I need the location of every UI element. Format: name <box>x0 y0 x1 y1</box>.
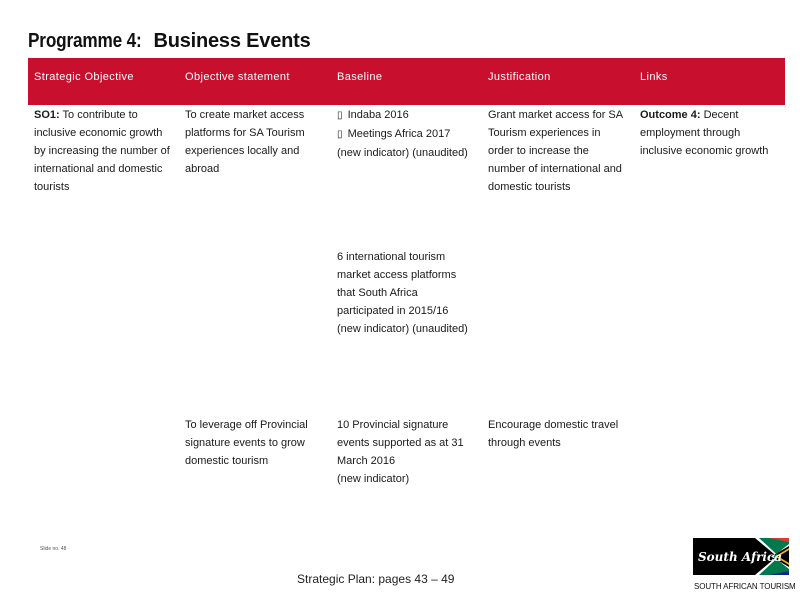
header-baseline: Baseline <box>331 58 482 105</box>
cell-objective-statement: To create market access platforms for SA Tourism experiences locally and abroad <box>185 109 305 175</box>
cell-links <box>634 416 785 526</box>
baseline-note: (new indicator) (unaudited) <box>337 147 468 159</box>
square-bullet-icon: ▯ <box>337 129 343 140</box>
page-title-name: Business Events <box>153 30 311 52</box>
objective-code: SO1: <box>34 109 60 121</box>
baseline-note: (new indicator) (unaudited) <box>337 323 468 335</box>
logo-wordmark: South Africa <box>698 550 783 564</box>
footer-reference: Strategic Plan: pages 43 – 49 <box>297 572 455 586</box>
baseline-bullet-text: Indaba 2016 <box>347 109 409 121</box>
table-row <box>28 248 785 416</box>
table-row <box>28 416 785 526</box>
cell-objective-statement <box>179 248 331 416</box>
square-bullet-icon: ▯ <box>337 110 343 121</box>
cell-justification <box>482 248 634 416</box>
cell-baseline <box>331 248 482 416</box>
page-title <box>28 30 311 53</box>
cell-justification: Grant market access for SA Tourism experiences in order to increase the number of international and domestic tourists <box>488 109 623 193</box>
header-justification: Justification <box>482 58 634 105</box>
page-title-programme: Programme 4: <box>28 30 142 52</box>
cell-strategic-objective <box>28 416 179 526</box>
baseline-bullet-item <box>337 106 476 125</box>
links-text: Decent employment through inclusive economic growth <box>640 109 769 157</box>
cell-links <box>634 105 785 248</box>
cell-justification: Encourage domestic travel through events <box>488 419 619 449</box>
logo-caption: SOUTH AFRICAN TOURISM <box>694 582 796 591</box>
cell-strategic-objective <box>28 248 179 416</box>
business-events-table <box>28 58 785 526</box>
baseline-bullet-text: Meetings Africa 2017 <box>347 128 451 140</box>
cell-baseline <box>331 105 482 248</box>
south-africa-flag-logo-icon <box>693 538 789 575</box>
header-strategic-objective: Strategic Objective <box>28 58 179 105</box>
baseline-bullet-item <box>337 125 476 144</box>
table-header-row <box>28 58 785 105</box>
table-row <box>28 105 785 248</box>
cell-baseline <box>331 416 482 526</box>
header-links: Links <box>634 58 785 105</box>
baseline-note: (new indicator) <box>337 473 410 485</box>
baseline-text: 6 international tourism market access platforms that South Africa participated in 2015/16 <box>337 251 457 317</box>
south-african-tourism-logo <box>693 538 796 591</box>
cell-strategic-objective <box>28 105 179 248</box>
objective-text: To contribute to inclusive economic growth by increasing the number of international and domestic tourists <box>34 109 170 193</box>
slide-number: Slide no. 48 <box>40 546 67 552</box>
cell-objective-statement: To leverage off Provincial signature events to grow domestic tourism <box>185 419 308 467</box>
links-outcome: Outcome 4: <box>640 109 701 121</box>
header-objective-statement: Objective statement <box>179 58 331 105</box>
cell-links <box>634 248 785 416</box>
baseline-text: 10 Provincial signature events supported as at 31 March 2016 <box>337 419 464 467</box>
